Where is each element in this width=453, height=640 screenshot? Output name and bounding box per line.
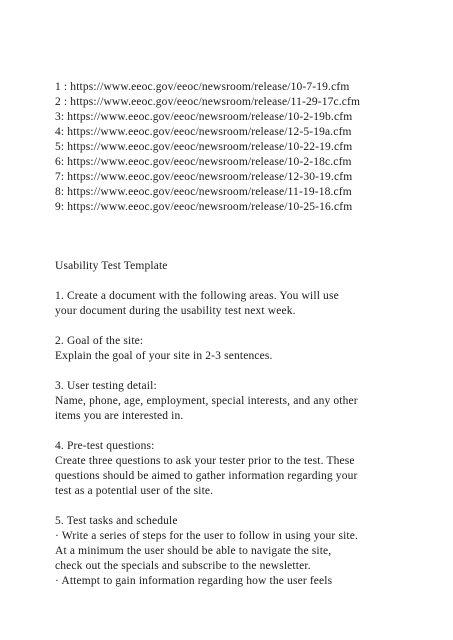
reference-item: 1 : https://www.eeoc.gov/eeoc/newsroom/release/10-7-19.cfm <box>55 81 350 93</box>
reference-item: 8: https://www.eeoc.gov/eeoc/newsroom/release/11-19-18.cfm <box>55 186 352 198</box>
section-pre-test-questions <box>55 439 445 499</box>
section-heading: 5. Test tasks and schedule <box>55 515 178 527</box>
section-line: your document during the usability test next week. <box>55 305 296 317</box>
section-line: Explain the goal of your site in 2-3 sentences. <box>55 350 273 362</box>
section-line: Name, phone, age, employment, special interests, and any other <box>55 395 358 407</box>
reference-item: 7: https://www.eeoc.gov/eeoc/newsroom/release/12-30-19.cfm <box>55 171 353 183</box>
reference-item: 4: https://www.eeoc.gov/eeoc/newsroom/release/12-5-19a.cfm <box>55 126 352 138</box>
reference-item: 6: https://www.eeoc.gov/eeoc/newsroom/release/10-2-18c.cfm <box>55 156 352 168</box>
section-test-tasks <box>55 514 445 589</box>
section-user-testing-detail <box>55 379 445 424</box>
section-line: check out the specials and subscribe to the newsletter. <box>55 560 311 572</box>
section-create-document <box>55 289 445 319</box>
reference-list <box>55 80 445 215</box>
section-line: · Attempt to gain information regarding how the user feels <box>55 575 333 587</box>
section-heading: 2. Goal of the site: <box>55 335 144 347</box>
reference-item: 2 : https://www.eeoc.gov/eeoc/newsroom/release/11-29-17c.cfm <box>55 96 361 108</box>
section-line: Create three questions to ask your tester prior to the test. These <box>55 455 355 467</box>
section-line: items you are interested in. <box>55 410 184 422</box>
section-line: test as a potential user of the site. <box>55 485 214 497</box>
document-page <box>55 80 445 589</box>
section-heading: 3. User testing detail: <box>55 380 157 392</box>
section-line: 1. Create a document with the following areas. You will use <box>55 290 339 302</box>
reference-item: 3: https://www.eeoc.gov/eeoc/newsroom/release/10-2-19b.cfm <box>55 111 353 123</box>
section-line: questions should be aimed to gather information regarding your <box>55 470 358 482</box>
section-heading: 4. Pre-test questions: <box>55 440 155 452</box>
section-line: At a minimum the user should be able to navigate the site, <box>55 545 332 557</box>
section-line: · Write a series of steps for the user to follow in using your site. <box>55 530 359 542</box>
section-goal <box>55 334 445 364</box>
document-title: Usability Test Template <box>55 260 168 272</box>
reference-item: 5: https://www.eeoc.gov/eeoc/newsroom/release/10-22-19.cfm <box>55 141 353 153</box>
reference-item: 9: https://www.eeoc.gov/eeoc/newsroom/release/10-25-16.cfm <box>55 201 353 213</box>
